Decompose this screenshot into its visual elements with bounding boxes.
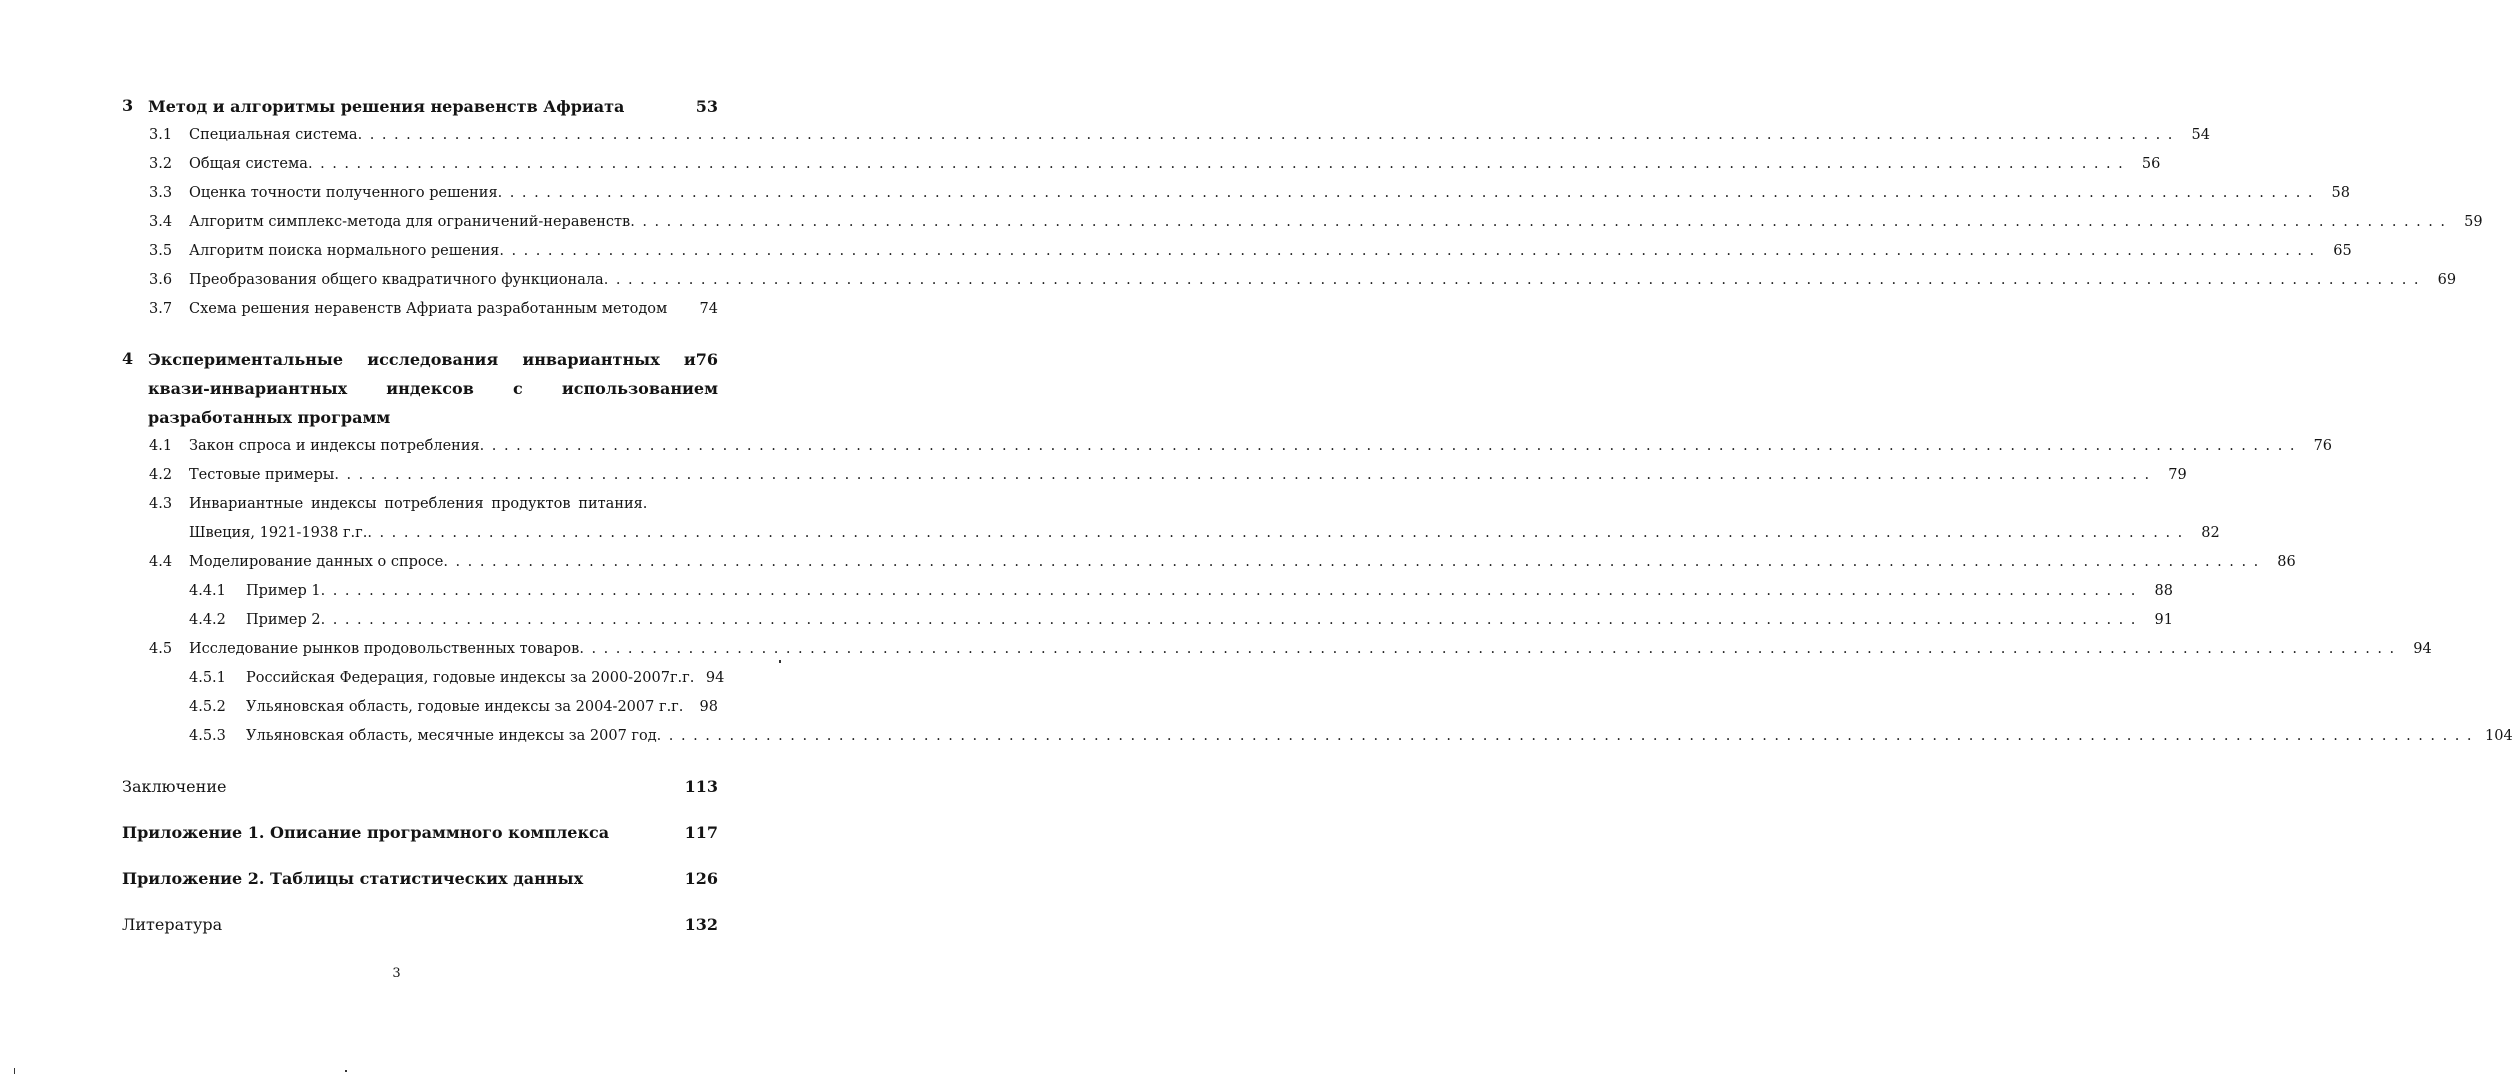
entry-page: 88 (2154, 583, 2173, 599)
toc-section-3-3[interactable] (149, 179, 2350, 208)
entry-title: Алгоритм поиска нормального решения (189, 243, 500, 259)
entry-title: Общая система (189, 156, 308, 172)
chapter-heading[interactable] (122, 92, 718, 121)
entry-page: 132 (684, 915, 718, 934)
entry-page: 126 (684, 869, 718, 888)
entry-page: 104 (2485, 728, 2513, 744)
entry-page: 74 (699, 301, 718, 317)
chapter-number: 3 (122, 96, 134, 115)
entry-page: 59 (2464, 214, 2483, 230)
entry-number: 4.4.1 (189, 583, 226, 599)
entry-page: 94 (2413, 641, 2432, 657)
entry-number: 4.5.2 (189, 699, 226, 715)
page-number: 3 (392, 966, 401, 981)
entry-title: Моделирование данных о спросе (189, 554, 444, 570)
toc-back-matter-entry[interactable] (122, 818, 718, 847)
toc-chapter-4 (122, 345, 2513, 751)
entry-page: 98 (699, 699, 718, 715)
entry-page: 58 (2331, 185, 2350, 201)
entry-title: Исследование рынков продовольственных товаров (189, 641, 580, 657)
entry-page: 82 (2201, 525, 2220, 541)
entry-number: 4.5.3 (189, 728, 226, 744)
entry-page: 65 (2333, 243, 2352, 259)
entry-title: Ульяновская область, годовые индексы за 2004-2007 г.г. (246, 699, 684, 715)
entry-page: 69 (2437, 272, 2457, 288)
toc-section-4-2[interactable] (149, 461, 2187, 490)
entry-number: 3.4 (149, 214, 173, 230)
table-of-contents (122, 92, 2513, 956)
entry-title: Заключение (122, 777, 227, 796)
entry-page: 86 (2277, 554, 2296, 570)
entry-number: 3.7 (149, 301, 173, 317)
entry-title: Специальная система (189, 127, 358, 143)
entry-page: 56 (2141, 156, 2161, 172)
toc-subsection-4-4-2[interactable] (189, 606, 2173, 635)
toc-subsection-4-5-3[interactable] (189, 722, 2513, 751)
toc-back-matter-entry[interactable] (122, 864, 718, 893)
entry-number: 4.1 (149, 438, 173, 454)
toc-section-3-2[interactable] (149, 150, 2161, 179)
entry-number: 3.6 (149, 272, 173, 288)
dot-leader: ...................................................................................................................................................... (357, 127, 2180, 143)
toc-section-4-3[interactable] (149, 490, 2220, 548)
chapter-title: Экспериментальные исследования инвариантных и квази-инвариантных индексов с использованием разработанных программ (148, 350, 718, 427)
entry-number: 4.4.2 (189, 612, 226, 628)
toc-section-3-6[interactable] (149, 266, 2457, 295)
dot-leader: ...................................................................................................................................................... (499, 243, 2322, 259)
entry-number: 3.5 (149, 243, 173, 259)
toc-section-4-5[interactable] (149, 635, 2432, 664)
dot-leader: ...................................................................................................................................................... (443, 554, 2266, 570)
entry-title: Ульяновская область, месячные индексы за 2007 год (246, 728, 657, 744)
entry-page: 94 (705, 670, 725, 686)
entry-title: Преобразования общего квадратичного функционала (189, 272, 604, 288)
entry-title: Литература (122, 915, 223, 934)
entry-number: 4.5.1 (189, 670, 226, 686)
toc-section-3-5[interactable] (149, 237, 2352, 266)
entry-title-continuation: Швеция, 1921-1938 г.г. (189, 525, 368, 541)
entry-title: Схема решения неравенств Африата разработанным методом (189, 301, 668, 317)
dot-leader: ...................................................................................................................................................... (479, 438, 2303, 454)
entry-title: Закон спроса и индексы потребления (189, 438, 480, 454)
entry-number: 4.3 (149, 496, 173, 512)
dot-leader: ...................................................................................................................................................... (307, 156, 2131, 172)
scan-artifact (779, 660, 781, 663)
entry-page: 79 (2168, 467, 2187, 483)
toc-chapter-3 (122, 92, 2483, 324)
entry-title: Алгоритм симплекс-метода для ограничений-неравенств (189, 214, 631, 230)
dot-leader: ...................................................................................................................................................... (656, 728, 2480, 744)
dot-leader: ...................................................................................................................................................... (603, 272, 2427, 288)
entry-title: Пример 1 (246, 583, 321, 599)
dot-leader: ...................................................................................................................................................... (334, 467, 2157, 483)
entry-number: 3.2 (149, 156, 173, 172)
toc-section-3-7[interactable] (149, 295, 718, 324)
toc-section-3-4[interactable] (149, 208, 2483, 237)
entry-page: 117 (684, 823, 718, 842)
entry-title: Инвариантные индексы потребления продуктов питания. (189, 496, 648, 512)
dot-leader: ...................................................................................................................................................... (579, 641, 2402, 657)
toc-section-4-4[interactable] (149, 548, 2296, 577)
toc-subsection-4-5-1[interactable] (189, 664, 725, 693)
dot-leader: ...................................................................................................................................................... (630, 214, 2453, 230)
entry-number: 4.4 (149, 554, 173, 570)
toc-subsection-4-4-1[interactable] (189, 577, 2173, 606)
entry-page: 76 (2313, 438, 2333, 454)
dot-leader: ...................................................................................................................................................... (497, 185, 2320, 201)
entry-number: 4.5 (149, 641, 173, 657)
entry-number: 3.1 (149, 127, 173, 143)
dot-leader: ...................................................................................................................................................... (320, 583, 2143, 599)
entry-title: Приложение 2. Таблицы статистических данных (122, 869, 584, 888)
toc-section-3-1[interactable] (149, 121, 2210, 150)
entry-title: Тестовые примеры (189, 467, 335, 483)
entry-title: Оценка точности полученного решения (189, 185, 498, 201)
toc-section-4-1[interactable] (149, 432, 2333, 461)
chapter-number: 4 (122, 349, 134, 368)
scan-artifact (345, 1070, 347, 1072)
chapter-heading[interactable] (122, 345, 718, 432)
dot-leader: ...................................................................................................................................................... (367, 525, 2190, 541)
dot-leader: ...................................................................................................................................................... (320, 612, 2143, 628)
entry-title: Приложение 1. Описание программного комплекса (122, 823, 610, 842)
entry-title: Российская Федерация, годовые индексы за 2000-2007г.г. (246, 670, 695, 686)
entry-title: Пример 2 (246, 612, 321, 628)
scan-artifact (14, 1068, 15, 1074)
entry-number: 4.2 (149, 467, 173, 483)
entry-page: 91 (2154, 612, 2173, 628)
toc-subsection-4-5-2[interactable] (189, 693, 718, 722)
chapter-title: Метод и алгоритмы решения неравенств Африата (148, 97, 625, 116)
toc-back-matter-entry[interactable] (122, 910, 718, 939)
toc-back-matter-entry[interactable] (122, 772, 718, 801)
entry-page: 113 (684, 777, 718, 796)
chapter-page: 76 (695, 350, 718, 369)
chapter-page: 53 (695, 97, 718, 116)
entry-page: 54 (2191, 127, 2210, 143)
entry-number: 3.3 (149, 185, 173, 201)
